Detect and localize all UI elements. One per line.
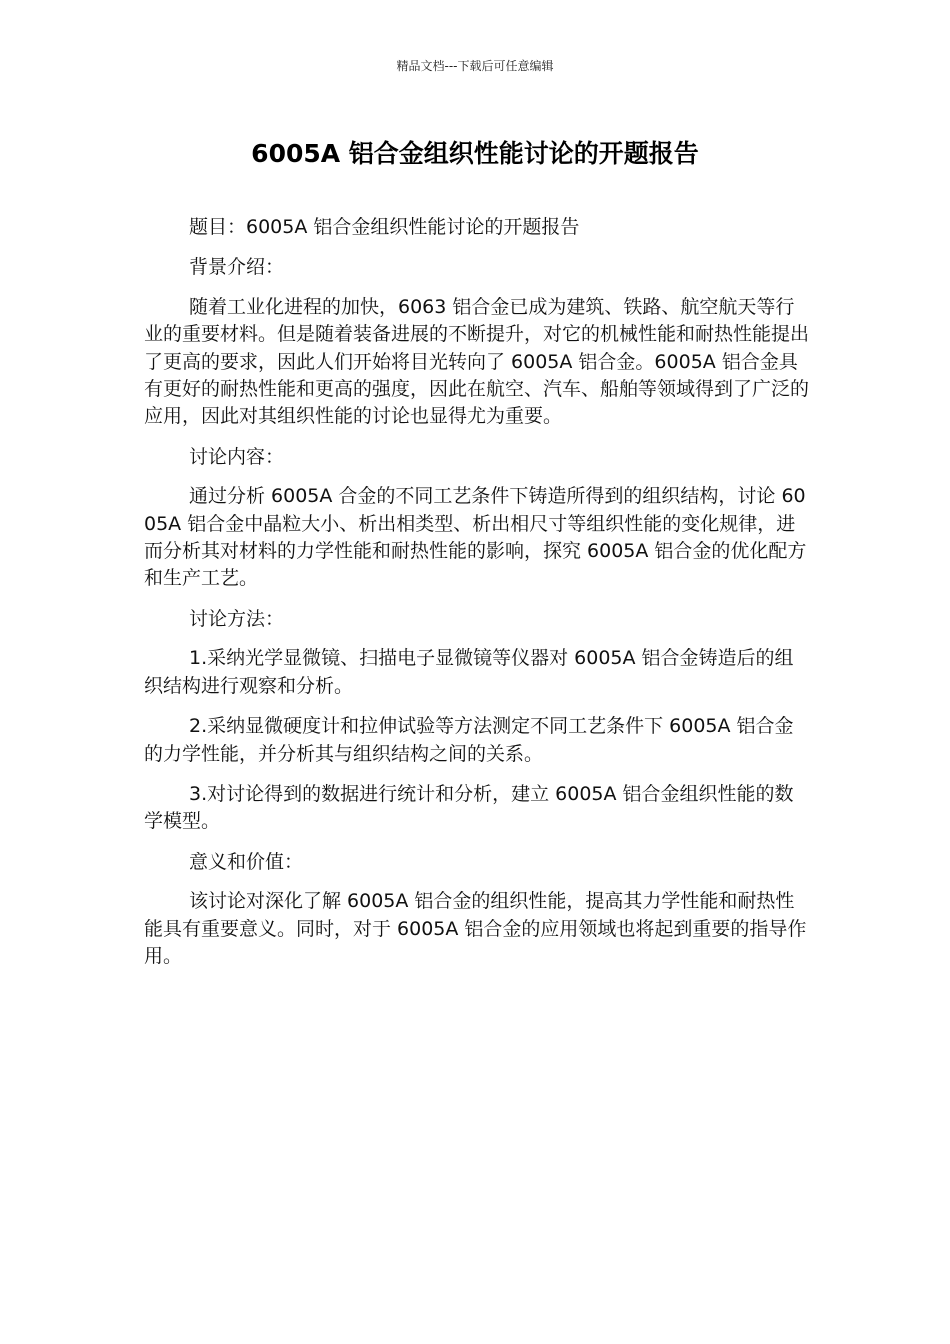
topic-line: 题目：6005A 铝合金组织性能讨论的开题报告 xyxy=(189,216,580,238)
background-paragraph: 随着工业化进程的加快，6063 铝合金已成为建筑、铁路、航空航天等行业的重要材料。但是随着装备进展的不断提升，对它的机械性能和耐热性能提出了更高的要求，因此人们开始将目光转向了 6005A 铝合金。6005A 铝合金具有更好的耐热性能和更高的强度，因此在航空、汽车、船舶等领域得到了广泛的应用，因此对其组织性能的讨论也显得尤为重要。 xyxy=(144,295,810,428)
significance-paragraph: 该讨论对深化了解 6005A 铝合金的组织性能，提高其力学性能和耐热性能具有重要意义。同时，对于 6005A 铝合金的应用领域也将起到重要的指导作用。 xyxy=(144,890,807,967)
method-item-2: 2.采纳显微硬度计和拉伸试验等方法测定不同工艺条件下 6005A 铝合金的力学性能，并分析其与组织结构之间的关系。 xyxy=(144,715,794,765)
significance-heading: 意义和价值： xyxy=(189,850,304,873)
page-header: 精品文档---下载后可任意编辑 xyxy=(396,59,554,73)
background-heading: 背景介绍： xyxy=(189,256,285,279)
content-heading: 讨论内容： xyxy=(189,445,285,468)
document-title: 6005A 铝合金组织性能讨论的开题报告 xyxy=(251,139,699,168)
method-item-3: 3.对讨论得到的数据进行统计和分析，建立 6005A 铝合金组织性能的数学模型。 xyxy=(144,782,794,833)
content-paragraph: 通过分析 6005A 合金的不同工艺条件下铸造所得到的组织结构，讨论 6005A 铝合金中晶粒大小、析出相类型、析出相尺寸等组织性能的变化规律，进而分析其对材料的力学性能和耐热性能的影响，探究 6005A 铝合金的优化配方和生产工艺。 xyxy=(144,485,807,590)
method-item-1: 1.采纳光学显微镜、扫描电子显微镜等仪器对 6005A 铝合金铸造后的组织结构进行观察和分析。 xyxy=(144,647,794,697)
document-body xyxy=(144,214,809,983)
method-heading: 讨论方法： xyxy=(189,607,285,630)
